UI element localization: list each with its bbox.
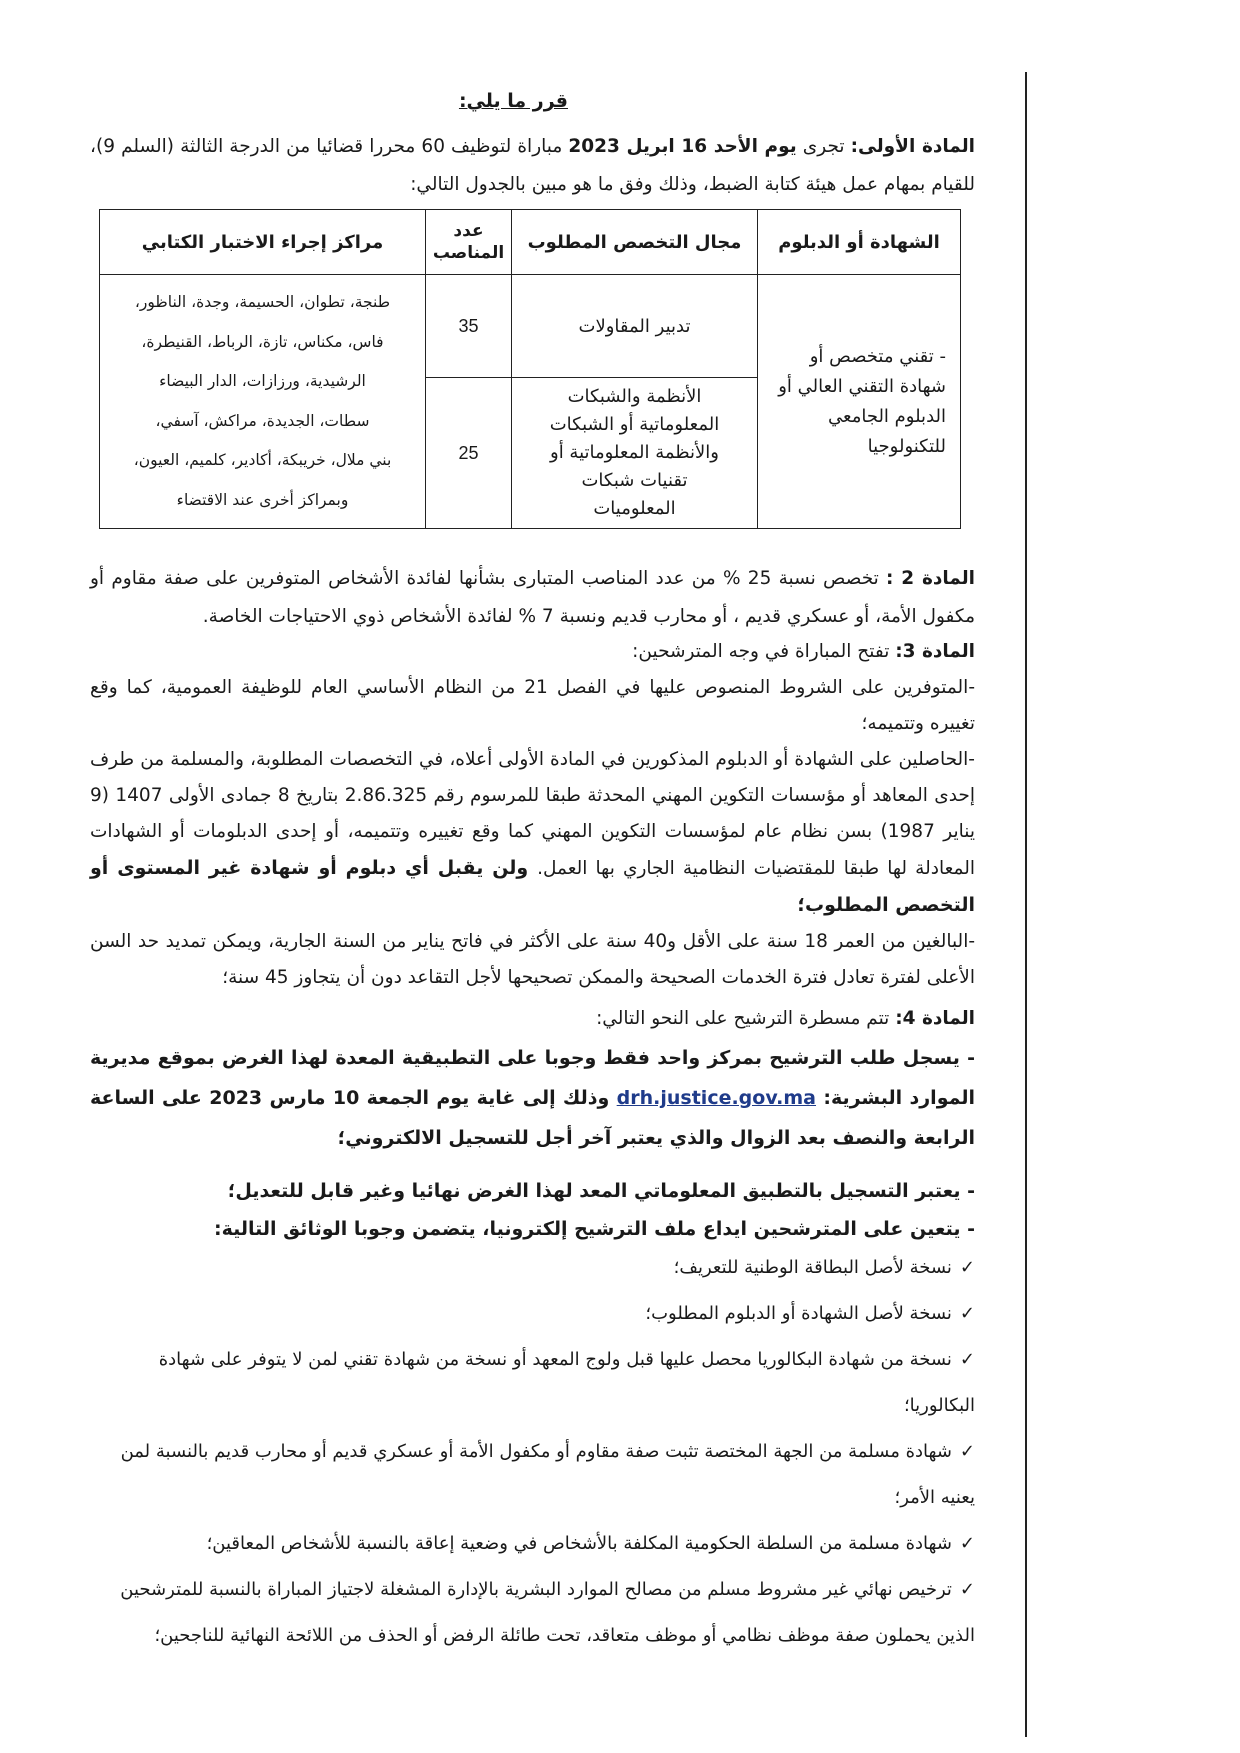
list-item [90, 1291, 975, 1337]
positions-table [99, 209, 961, 529]
center-line: بني ملال، خريبكة، أكادير، كلميم، العيون، [133, 451, 392, 469]
posts-cell: 25 [426, 378, 512, 529]
margin-rule [1025, 72, 1027, 1737]
article-3-label: المادة 3: [895, 641, 975, 662]
article-3-intro-line [90, 634, 975, 670]
exam-date: يوم الأحد 16 ابريل 2023 [568, 136, 797, 157]
article-3-intro: تفتح المباراة في وجه المترشحين: [632, 641, 896, 662]
article-3 [90, 634, 975, 996]
check-icon: ✓ [959, 1441, 975, 1462]
list-item [90, 1521, 975, 1567]
list-item [90, 1245, 975, 1291]
list-item [90, 1429, 975, 1521]
header-diploma: الشهادة أو الدبلوم [758, 210, 961, 275]
article-4-intro-line [90, 1000, 975, 1038]
decision-heading: قرر ما يلي: [458, 90, 568, 112]
document-text: شهادة مسلمة من الجهة المختصة تثبت صفة مقاوم أو مكفول الأمة أو عسكري قديم أو محارب قديم بالنسبة لمن يعنيه الأمر؛ [120, 1441, 975, 1508]
article-2-text: تخصص نسبة 25 % من عدد المناصب المتبارى بشأنها لفائدة الأشخاص المتوفرين على صفة مقاوم أو مكفول الأمة، أو عسكري قديم ، أو محارب قديم ونسبة 7 % لفائدة الأشخاص ذوي الاحتياجات الخاصة. [90, 568, 975, 627]
article-4-final-note: - يعتبر التسجيل بالتطبيق المعلوماتي المعد لهذا الغرض نهائيا وغير قابل للتعديل؛ [227, 1180, 975, 1202]
document-text: شهادة مسلمة من السلطة الحكومية المكلفة بالأشخاص في وضعية إعاقة بالنسبة للأشخاص المعاقين؛ [206, 1533, 952, 1554]
field-cell: الأنظمة والشبكات المعلوماتية أو الشبكات والأنظمة المعلوماتية أو تقنيات شبكات المعلوميات [512, 378, 758, 529]
list-item [90, 1567, 975, 1659]
document-text: ترخيص نهائي غير مشروط مسلم من مصالح الموارد البشرية بالإدارة المشغلة لاجتياز المباراة بالنسبة للمترشحين الذين يحملون صفة موظف نظامي أو موظف متعاقد، تحت طائلة الرفض أو الحذف من اللائحة النهائية للناجحين؛ [120, 1579, 975, 1646]
center-line: فاس، مكناس، تازة، الرباط، القنيطرة، [141, 332, 384, 351]
article-4-intro: تتم مسطرة الترشيح على النحو التالي: [596, 1008, 896, 1029]
article-1-label: المادة الأولى: [850, 136, 975, 157]
article-3-condition-3: -البالغين من العمر 18 سنة على الأقل و40 سنة على الأكثر في فاتح يناير من السنة الجارية، ويمكن تمديد حد السن الأعلى لفترة تعادل فترة الخدمات الصحيحة والممكن تصحيحها لأجل التقاعد دون أن يتجاوز 45 سنة؛ [90, 931, 976, 988]
article-4 [90, 1000, 975, 1248]
centers-cell [100, 275, 426, 529]
header-field: مجال التخصص المطلوب [512, 210, 758, 275]
field-cell: تدبير المقاولات [512, 275, 758, 378]
article-1 [90, 128, 975, 204]
document-text: نسخة من شهادة البكالوريا محصل عليها قبل ولوج المعهد أو نسخة من شهادة تقني لمن لا يتوفر على شهادة البكالوريا؛ [158, 1349, 975, 1416]
article-4-registration-b: وذلك إلى غاية يوم الجمعة 10 مارس 2023 على الساعة الرابعة والنصف بعد الزوال والذي يعتبر آخر أجل للتسجيل الالكتروني؛ [90, 1087, 975, 1149]
registration-link[interactable]: drh.justice.gov.ma [616, 1087, 817, 1109]
table-row [100, 275, 961, 378]
article-3-condition-2-text: -الحاصلين على الشهادة أو الدبلوم المذكورين في المادة الأولى أعلاه، في التخصصات المطلوبة، والمسلمة من طرف إحدى المعاهد أو مؤسسات التكوين المهني المحدثة طبقا للمرسوم رقم 2.86.325 بتاريخ 8 جمادى الأولى 1407 (9 يناير 1987) بسن نظام عام لمؤسسات التكوين المهني كما وقع تغييره وتتميمه، أو إحدى الدبلومات أو الشهادات المعادلة لها طبقا للمقتضيات النظامية الجاري بها العمل. [90, 749, 976, 879]
document-text: نسخة لأصل الشهادة أو الدبلوم المطلوب؛ [645, 1303, 952, 1324]
center-line: الرشيدية، ورزازات، الدار البيضاء [159, 372, 366, 390]
posts-cell: 35 [426, 275, 512, 378]
check-icon: ✓ [959, 1349, 975, 1370]
article-4-registration [90, 1038, 975, 1158]
article-1-text-a: تجرى [796, 136, 851, 157]
check-icon: ✓ [959, 1579, 975, 1600]
article-1-text-b: مباراة لتوظيف 60 محررا قضائيا من الدرجة الثالثة (السلم 9)، للقيام بمهام عمل هيئة كتابة الضبط، وذلك وفق ما هو مبين بالجدول التالي: [90, 136, 975, 195]
article-3-condition-2 [90, 742, 975, 924]
table-header-row [100, 210, 961, 275]
documents-list [90, 1245, 975, 1659]
check-icon: ✓ [959, 1533, 975, 1554]
list-item [90, 1337, 975, 1429]
article-2 [90, 560, 975, 636]
article-4-registration-a: - يسجل طلب الترشيح بمركز واحد فقط وجوبا على التطبيقية المعدة لهذا الغرض بموقع مديرية الموارد البشرية: [90, 1047, 975, 1109]
check-icon: ✓ [959, 1257, 975, 1278]
header-centers: مراكز إجراء الاختبار الكتابي [100, 210, 426, 275]
article-4-label: المادة 4: [895, 1008, 975, 1029]
article-3-condition-1: -المتوفرين على الشروط المنصوص عليها في الفصل 21 من النظام الأساسي العام للوظيفة العمومية، كما وقع تغييره وتتميمه؛ [90, 677, 975, 734]
document-text: نسخة لأصل البطاقة الوطنية للتعريف؛ [673, 1257, 952, 1278]
center-line: سطات، الجديدة، مراكش، آسفي، [155, 411, 370, 430]
article-4-documents-intro: - يتعين على المترشحين ايداع ملف الترشيح إلكترونيا، يتضمن وجوبا الوثائق التالية: [214, 1218, 975, 1240]
article-2-label: المادة 2 : [886, 568, 976, 589]
diploma-cell: - تقني متخصص أو شهادة التقني العالي أو الدبلوم الجامعي للتكنولوجيا [758, 275, 961, 529]
check-icon: ✓ [959, 1303, 975, 1324]
center-line: وبمراكز أخرى عند الاقتضاء [176, 490, 349, 509]
article-3-condition-2-bold: ولن يقبل أي دبلوم أو شهادة غير المستوى أو التخصص المطلوب؛ [90, 857, 975, 916]
header-posts: عدد المناصب [426, 210, 512, 275]
center-line: طنجة، تطوان، الحسيمة، وجدة، الناظور، [134, 293, 391, 311]
